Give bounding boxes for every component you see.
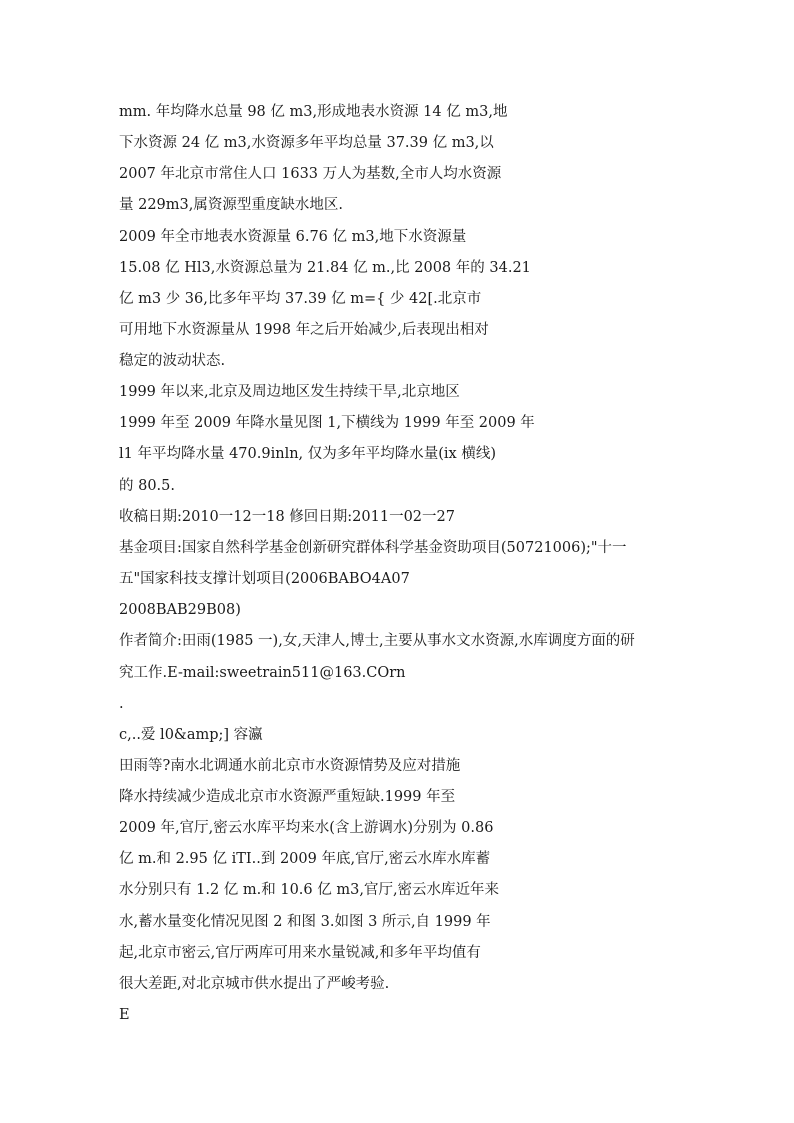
text-line: 的 80.5. xyxy=(119,478,176,494)
text-line: mm. 年均降水总量 98 亿 m3,形成地表水资源 14 亿 m3,地 xyxy=(119,104,508,120)
text-line: 稳定的波动状态. xyxy=(119,353,226,369)
text-line: 水,蓄水量变化情况见图 2 和图 3.如图 3 所示,自 1999 年 xyxy=(119,914,491,930)
text-line: 15.08 亿 Hl3,水资源总量为 21.84 亿 m.,比 2008 年的 34.21 xyxy=(119,260,531,276)
text-line: 2009 年全市地表水资源量 6.76 亿 m3,地下水资源量 xyxy=(119,229,467,245)
text-line: . xyxy=(119,696,124,712)
text-line: 1999 年以来,北京及周边地区发生持续干旱,北京地区 xyxy=(119,384,460,400)
text-line: 很大差距,对北京城市供水提出了严峻考验. xyxy=(119,976,390,992)
text-line: 降水持续减少造成北京市水资源严重短缺.1999 年至 xyxy=(119,789,456,805)
text-line: 下水资源 24 亿 m3,水资源多年平均总量 37.39 亿 m3,以 xyxy=(119,135,494,151)
text-line: 起,北京市密云,官厅两库可用来水量锐减,和多年平均值有 xyxy=(119,945,481,961)
text-line: 2008BAB29B08) xyxy=(119,602,241,618)
text-line: 量 229m3,属资源型重度缺水地区. xyxy=(119,197,343,213)
text-line: 2009 年,官厅,密云水库平均来水(含上游调水)分别为 0.86 xyxy=(119,820,494,836)
text-line: 可用地下水资源量从 1998 年之后开始减少,后表现出相对 xyxy=(119,322,489,338)
text-line: 田雨等?南水北调通水前北京市水资源情势及应对措施 xyxy=(119,758,461,774)
text-line: l1 年平均降水量 470.9inln, 仅为多年平均降水量(ix 横线) xyxy=(119,446,496,462)
text-line: c,..爱 l0&amp;] 容瀛 xyxy=(119,727,263,743)
text-line: 五"国家科技支撑计划项目(2006BABO4A07 xyxy=(119,571,410,587)
text-line: 亿 m.和 2.95 亿 iTI..到 2009 年底,官厅,密云水库水库蓄 xyxy=(119,851,491,867)
text-line: 基金项目:国家自然科学基金创新研究群体科学基金资助项目(50721006);"十一 xyxy=(119,540,627,556)
text-line: E xyxy=(119,1007,130,1023)
text-line: 1999 年至 2009 年降水量见图 1,下横线为 1999 年至 2009 年 xyxy=(119,415,535,431)
text-line: 收稿日期:2010一12一18 修回日期:2011一02一27 xyxy=(119,509,455,525)
text-line: 究工作.E-mail:sweetrain511@163.COrn xyxy=(119,665,406,681)
text-line: 2007 年北京市常住人口 1633 万人为基数,全市人均水资源 xyxy=(119,166,502,182)
text-line: 作者简介:田雨(1985 一),女,天津人,博士,主要从事水文水资源,水库调度方面的研 xyxy=(119,633,635,649)
text-line: 水分别只有 1.2 亿 m.和 10.6 亿 m3,官厅,密云水库近年来 xyxy=(119,882,500,898)
text-line: 亿 m3 少 36,比多年平均 37.39 亿 m={ 少 42[.北京市 xyxy=(119,291,482,307)
